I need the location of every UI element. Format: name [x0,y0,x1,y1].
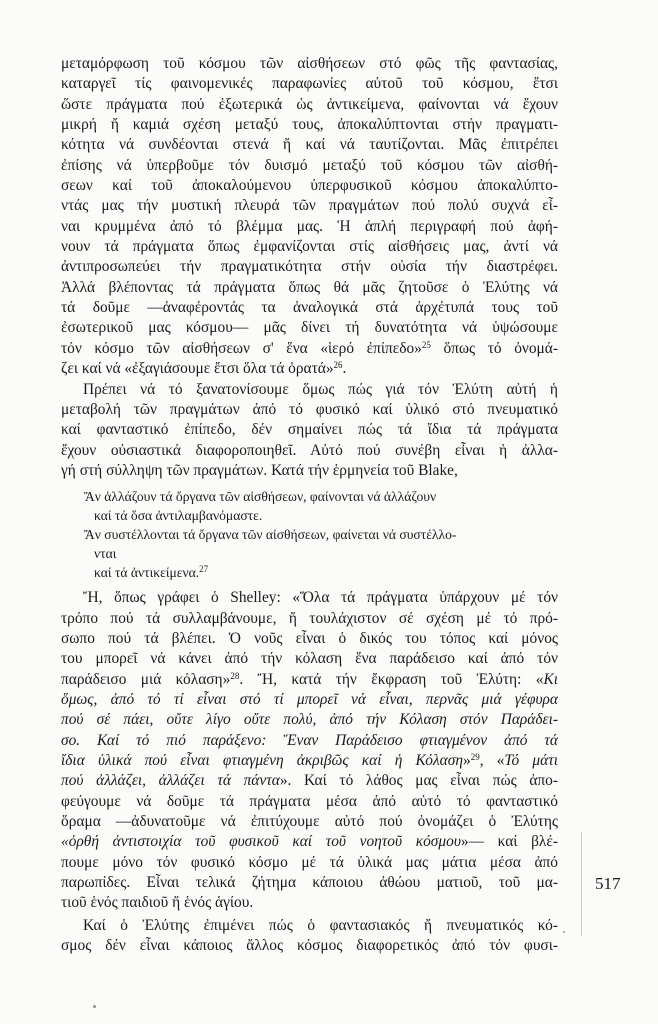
text-line [61,710,558,730]
text-span: . [342,360,347,378]
text-span: καί τά ἀντικείμενα. [94,565,200,581]
text-line [61,771,558,791]
text-line: ναι κρυμμένα ἀπό τό βλέμμα μας. Ἡ ἁπλή περιγραφή πού ἀφή- [61,217,558,235]
text-span: τόν κόσμο τῶν αἰσθήσεων σ' ἕνα «ἱερό ἐπίπεδο» [61,339,422,357]
text-line: φεύγουμε νά δοῦμε τά πράγματα μέσα ἀπό αὐτό τό φανταστικό [61,792,558,810]
text-line: Ἤ, ὅπως γράφει ὁ Shelley: «Ὅλα τά πράγματα ὑπάρχουν μέ τόν [83,589,558,607]
scan-speck [563,931,565,933]
italic-span: «ὀρθή ἀντιστοιχία τοῦ φυσικοῦ καί τοῦ νοητοῦ κόσμου [61,833,461,851]
text-line: κότητα νά συνδέονται στενά ἤ καί νά ταυτίζονται. Μᾶς ἐπιτρέπει [61,136,558,154]
text-line: μεταβολή τῶν πραγμάτων ἀπό τό φυσικό καί ὑλικό στό πνευματικό [61,400,558,418]
italic-span: ὅμως, ἀπό τό τί εἶναι στό τί μπορεῖ νά εἶναι, περνᾶς μιά γέφυρα [61,690,558,708]
text-line: του μπορεῖ νά κάνει ἀπό τήν κόλαση ἕνα παράδεισο καί ἀπό τόν [61,650,558,668]
text-line [61,339,558,359]
quote-line: Ἄν συστέλλονται τά ὄργανα τῶν αἰσθήσεων, φαίνεται νά συστέλλο- [84,527,457,543]
text-span: » [462,751,471,769]
italic-span: Κι [543,670,558,688]
text-line [61,731,558,751]
quote-line: νται [94,546,117,562]
italic-span: πού ἀλλάζει, ἀλλάζει τά πάντα [61,772,280,790]
text-line: ὅραμα —ἀδυνατοῦμε νά ἐπιτύχουμε αὐτό πού ὀνομάζει ὁ Ἐλύτης [61,813,558,830]
book-page-text [61,54,558,956]
quote-line: Ἄν ἀλλάζουν τά ὄργανα τῶν αἰσθήσεων, φαίνονται νά ἀλλάζουν [84,489,437,505]
paragraph-1 [61,54,558,380]
paragraph-2 [61,380,558,482]
quote-line [61,563,558,582]
text-line [61,690,558,710]
footnote-ref-29: 29 [470,751,480,762]
text-line: νουν τά πράγματα ὅπως ἐμφανίζονται στίς αἰσθήσεις μας, ἀντί νά [61,238,558,256]
text-span: ὅπως τό ὀνομά- [430,339,558,357]
text-span: . Ἤ, κατά τήν ἔκφραση τοῦ Ἐλύτη: « [239,670,544,688]
text-line: καταργεῖ τίς φαινομενικές παραφωνίες αὐτοῦ τοῦ κόσμου, ἔτσι [61,75,558,93]
text-line: Πρέπει νά τό ξανατονίσουμε ὅμως πώς γιά τόν Ἐλύτη αὐτή ἡ [83,380,558,398]
text-line: Ἀλλά βλέποντας τά πράγματα ὅπως θά μᾶς ζητοῦσε ὁ Ἐλύτης νά [61,278,558,296]
quote-line: καί τά ὅσα ἀντιλαμβανόμαστε. [94,508,263,524]
text-span: ». Καί τό λάθος μας εἶναι πώς ἀπο- [279,772,558,790]
text-line: ντάς μας τήν μυστική πλευρά τῶν πραγμάτων πού πολύ συχνά εἶ- [61,197,558,215]
text-line [61,751,558,771]
italic-span: Τό μάτι [504,751,558,769]
text-line: ἔχουν οὐσιαστικά διαφοροποιηθεῖ. Αὐτό πού συνέβη εἶναι ἡ ἀλλα- [61,441,558,459]
margin-rule [581,832,582,936]
text-line [61,359,558,379]
text-line: παρωπίδες. Εἶναι τελικά ζήτημα κάποιου ἀθώου ματιοῦ, τοῦ μα- [61,874,558,892]
text-span: παράδεισο μιά κόλαση» [61,670,231,688]
blake-quote [61,487,558,582]
text-span: »— καί βλέ- [460,833,558,851]
footnote-ref-27: 27 [199,564,209,575]
text-line: ἐσωτερικοῦ μας κόσμου— μᾶς δίνει τή δυνατότητα νά ὑψώσουμε [61,319,558,337]
footnote-ref-26: 26 [333,360,343,371]
text-line: σεων καί τοῦ ἀποκαλούμενου ὑπερφυσικοῦ κόσμου ἀποκαλύπτο- [61,177,558,195]
paragraph-3 [61,588,558,914]
text-line: ὥστε πράγματα πού ἐξωτερικά ὡς ἀντικείμενα, φαίνονται νά ἔχουν [61,95,558,113]
text-line: καί φανταστικό ἐπίπεδο, δέν σημαίνει πώς τά ἴδια τά πράγματα [61,421,558,439]
text-line [61,832,558,852]
text-line: μικρή ἤ καμιά σχέση μεταξύ τους, ἀποκαλύπτονται στήν πραγματι- [61,116,558,134]
text-span: , « [479,751,505,769]
text-line: τιοῦ ἑνός παιδιοῦ ἤ ἑνός ἁγίου. [61,894,254,912]
footnote-ref-28: 28 [230,670,240,681]
text-line: πουμε μόνο τόν φυσικό κόσμο μέ τά ὑλικά μας μάτια μέσα ἀπό [61,853,558,871]
text-line: σωπο πού τά βλέπει. Ὁ νοῦς εἶναι ὁ δικός του τόπος καί μόνος [61,629,558,647]
text-line [61,670,558,690]
paragraph-4 [61,916,558,957]
text-span: ζει καί νά «ἐξαγιάσουμε ἔτσι ὅλα τά ὁρατά» [61,360,334,378]
page-number: 517 [595,874,621,893]
text-line: ἐπίσης νά ὑπερβοῦμε τόν δυισμό μεταξύ τοῦ κόσμου τῶν αἰσθή- [61,156,558,174]
italic-span: ἴδια ὑλικά πού εἶναι φτιαγμένη ἀκριβῶς καί ἡ Κόλαση [61,751,463,769]
scan-speck [93,1005,96,1008]
text-line: τρόπο πού τά συλλαμβάνουμε, ἤ τουλάχιστον σέ σχέση μέ τό πρό- [61,609,558,627]
text-line: τά δοῦμε —ἀναφέροντάς τα ἀναλογικά στά ἀρχέτυπά τους τοῦ [61,299,558,317]
text-line: ἀντιπροσωπεύει τήν πραγματικότητα στήν οὐσία τήν διαστρέφει. [61,258,558,276]
text-line: σμος δέν εἶναι κάποιος ἄλλος κόσμος διαφορετικός ἀπό τόν φυσι- [61,937,558,955]
text-line: μεταμόρφωση τοῦ κόσμου τῶν αἰσθήσεων στό φῶς τῆς φαντασίας, [61,55,558,72]
italic-span: πού σέ πάει, οὔτε λίγο οὔτε πολύ, ἀπό τήν Κόλαση στόν Παράδει- [61,711,558,729]
italic-span: σο. Καί τό πιό παράξενο: Ἕναν Παράδεισο φτιαγμένον ἀπό τά [61,731,558,749]
footnote-ref-25: 25 [421,339,431,350]
text-line: γή στή σύλληψη τῶν πραγμάτων. Κατά τήν ἑρμηνεία τοῦ Blake, [61,461,458,479]
text-line: Καί ὁ Ἐλύτης ἐπιμένει πώς ὁ φαντασιακός ἤ πνευματικός κό- [83,916,558,934]
